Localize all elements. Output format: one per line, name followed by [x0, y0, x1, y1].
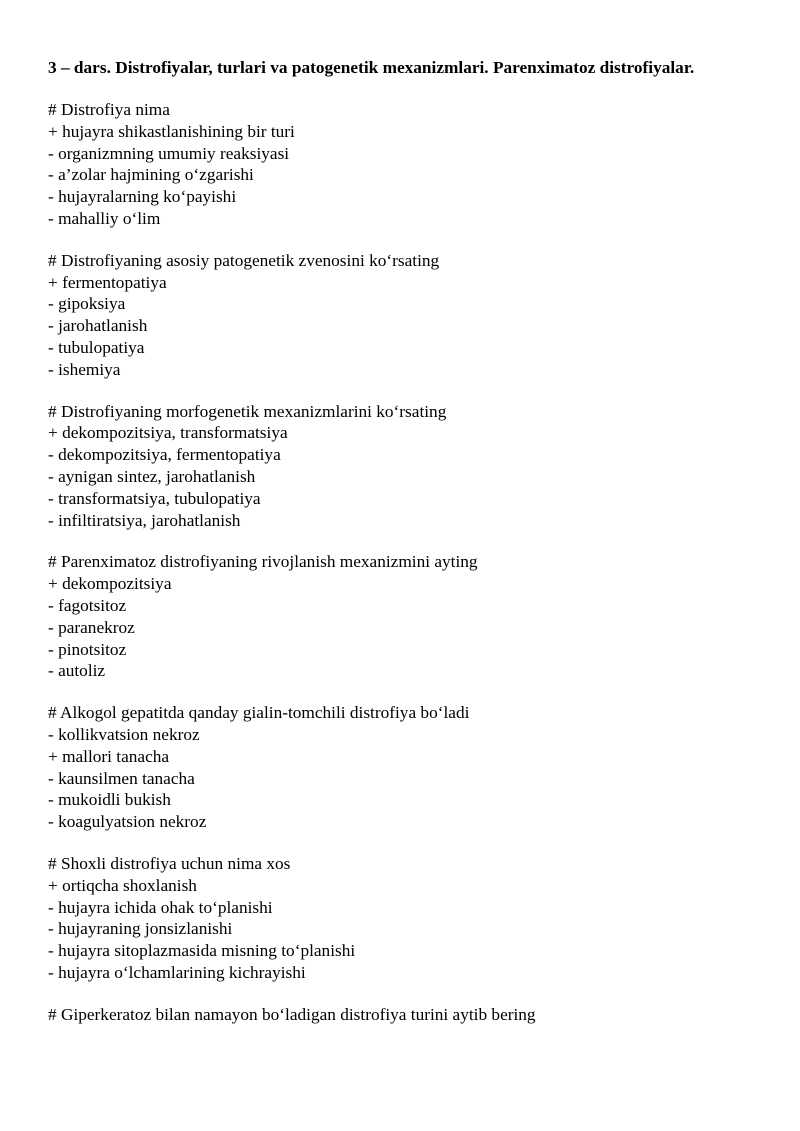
question-text: # Distrofiya nima	[48, 100, 170, 119]
answer-option: - hujayra o‘lchamlarining kichrayishi	[48, 962, 306, 982]
question-block	[48, 1004, 768, 1026]
answer-option: - infiltiratsiya, jarohatlanish	[48, 510, 241, 530]
question-text: # Parenximatoz distrofiyaning rivojlanish mexanizmini ayting	[48, 552, 478, 572]
answer-option: - hujayra ichida ohak to‘planishi	[48, 897, 273, 917]
answer-option: - ishemiya	[48, 359, 121, 379]
question-text: # Distrofiyaning morfogenetik mexanizmlarini ko‘rsating	[48, 401, 447, 421]
answer-option: - pinotsitoz	[48, 639, 127, 659]
answer-option: - organizmning umumiy reaksiyasi	[48, 143, 290, 163]
question-block	[48, 250, 768, 381]
answer-option: + hujayra shikastlanishining bir turi	[48, 121, 295, 141]
question-text: # Distrofiyaning asosiy patogenetik zvenosini ko‘rsating	[48, 250, 440, 270]
question-block	[48, 99, 768, 230]
question-block	[48, 551, 768, 682]
question-list	[48, 99, 768, 1025]
answer-option: - aynigan sintez, jarohatlanish	[48, 466, 256, 486]
answer-option: - autoliz	[48, 661, 106, 681]
answer-option: - hujayraning jonsizlanishi	[48, 919, 233, 939]
answer-option: - kollikvatsion nekroz	[48, 724, 200, 744]
answer-option: + mallori tanacha	[48, 746, 170, 766]
answer-option: + dekompozitsiya	[48, 574, 172, 594]
answer-option: - tubulopatiya	[48, 337, 145, 357]
answer-option: - koagulyatsion nekroz	[48, 812, 207, 832]
question-block	[48, 702, 768, 833]
question-block	[48, 853, 768, 984]
answer-option: - hujayralarning ko‘payishi	[48, 187, 237, 207]
answer-option: - dekompozitsiya, fermentopatiya	[48, 445, 281, 465]
answer-option: + dekompozitsiya, transformatsiya	[48, 423, 288, 443]
document-title: 3 – dars. Distrofiyalar, turlari va patogenetik mexanizmlari. Parenximatoz distrofiyalar.	[48, 58, 695, 77]
answer-option: - kaunsilmen tanacha	[48, 768, 195, 788]
answer-option: - jarohatlanish	[48, 316, 148, 336]
answer-option: + ortiqcha shoxlanish	[48, 875, 197, 895]
question-block	[48, 401, 768, 532]
answer-option: + fermentopatiya	[48, 272, 167, 292]
question-text: # Giperkeratoz bilan namayon bo‘ladigan distrofiya turini aytib bering	[48, 1004, 536, 1024]
question-text: # Shoxli distrofiya uchun nima xos	[48, 853, 291, 873]
answer-option: - gipoksiya	[48, 294, 126, 314]
answer-option: - fagotsitoz	[48, 595, 127, 615]
answer-option: - transformatsiya, tubulopatiya	[48, 488, 261, 508]
answer-option: - paranekroz	[48, 617, 135, 637]
answer-option: - a’zolar hajmining o‘zgarishi	[48, 165, 254, 185]
answer-option: - hujayra sitoplazmasida misning to‘planishi	[48, 941, 356, 961]
question-text: # Alkogol gepatitda qanday gialin-tomchili distrofiya bo‘ladi	[48, 703, 470, 723]
answer-option: - mahalliy o‘lim	[48, 208, 161, 228]
answer-option: - mukoidli bukish	[48, 790, 171, 810]
document-page	[48, 57, 768, 1045]
